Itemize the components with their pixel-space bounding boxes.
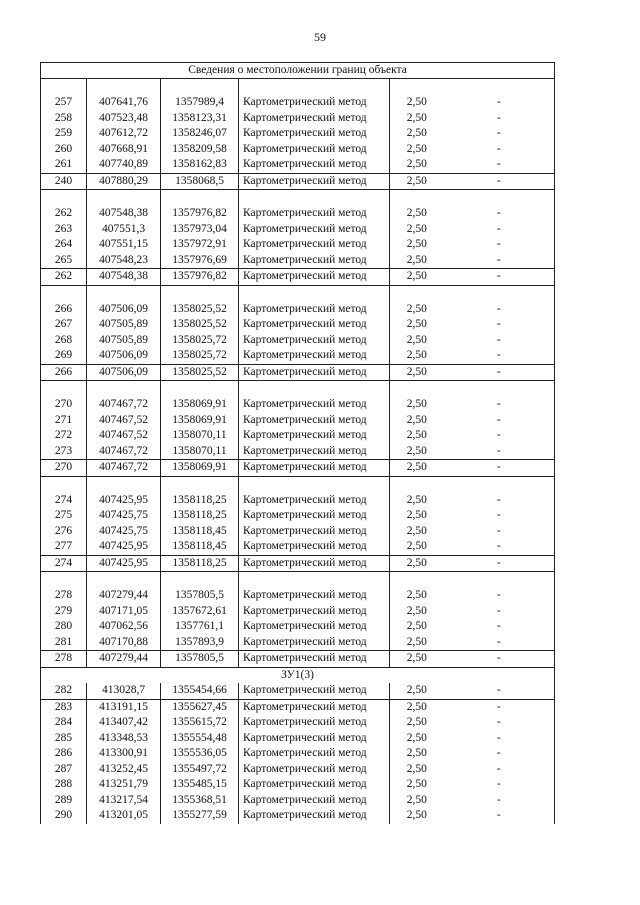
table-row — [41, 460, 555, 477]
note-cell: - — [444, 731, 555, 747]
point-number-cell: 280 — [41, 619, 87, 635]
point-number-cell: 263 — [41, 222, 87, 238]
coord-x-cell: 407170,88 — [87, 635, 161, 651]
coord-y-cell: 1358069,91 — [161, 413, 239, 429]
point-number-cell: 271 — [41, 413, 87, 429]
coord-y-cell: 1355277,59 — [161, 808, 239, 824]
accuracy-cell: 2,50 — [390, 715, 444, 731]
note-cell: - — [444, 762, 555, 778]
coord-x-cell: 407505,89 — [87, 317, 161, 333]
coord-y-cell: 1357761,1 — [161, 619, 239, 635]
coord-x-cell: 407467,72 — [87, 444, 161, 460]
point-number-cell: 270 — [41, 460, 87, 477]
point-number-cell: 262 — [41, 269, 87, 286]
coord-y-cell: 1358162,83 — [161, 157, 239, 173]
table-row — [41, 604, 555, 620]
method-cell: Картометрический метод — [239, 715, 390, 731]
accuracy-cell: 2,50 — [390, 111, 444, 127]
point-number-cell: 278 — [41, 588, 87, 604]
coord-y-cell: 1357989,4 — [161, 95, 239, 111]
coord-x-cell: 407062,56 — [87, 619, 161, 635]
table-row — [41, 683, 555, 699]
note-cell: - — [444, 237, 555, 253]
coord-x-cell: 407551,3 — [87, 222, 161, 238]
coord-x-cell: 407506,09 — [87, 364, 161, 381]
note-cell: - — [444, 397, 555, 413]
accuracy-cell: 2,50 — [390, 428, 444, 444]
accuracy-cell: 2,50 — [390, 762, 444, 778]
point-number-cell: 281 — [41, 635, 87, 651]
note-cell: - — [444, 95, 555, 111]
method-cell: Картометрический метод — [239, 364, 390, 381]
coord-x-cell: 413348,53 — [87, 731, 161, 747]
spacer-row — [41, 79, 555, 96]
table-row — [41, 253, 555, 269]
method-cell: Картометрический метод — [239, 157, 390, 173]
point-number-cell: 272 — [41, 428, 87, 444]
accuracy-cell: 2,50 — [390, 126, 444, 142]
coord-x-cell: 413251,79 — [87, 777, 161, 793]
accuracy-cell: 2,50 — [390, 206, 444, 222]
method-cell: Картометрический метод — [239, 317, 390, 333]
accuracy-cell: 2,50 — [390, 524, 444, 540]
note-cell: - — [444, 222, 555, 238]
point-number-cell: 262 — [41, 206, 87, 222]
note-cell: - — [444, 635, 555, 651]
spacer-row — [41, 190, 555, 207]
point-number-cell: 240 — [41, 173, 87, 190]
method-cell: Картометрический метод — [239, 508, 390, 524]
coord-y-cell: 1358069,91 — [161, 460, 239, 477]
table-row — [41, 793, 555, 809]
coord-x-cell: 407467,52 — [87, 413, 161, 429]
coord-x-cell: 407467,72 — [87, 460, 161, 477]
note-cell: - — [444, 460, 555, 477]
coord-y-cell: 1357672,61 — [161, 604, 239, 620]
note-cell: - — [444, 253, 555, 269]
method-cell: Картометрический метод — [239, 793, 390, 809]
accuracy-cell: 2,50 — [390, 444, 444, 460]
note-cell: - — [444, 206, 555, 222]
method-cell: Картометрический метод — [239, 269, 390, 286]
accuracy-cell: 2,50 — [390, 683, 444, 699]
table-row — [41, 237, 555, 253]
note-cell: - — [444, 715, 555, 731]
point-number-cell: 265 — [41, 253, 87, 269]
note-cell: - — [444, 269, 555, 286]
note-cell: - — [444, 699, 555, 715]
coord-x-cell: 407548,38 — [87, 269, 161, 286]
table-row — [41, 397, 555, 413]
note-cell: - — [444, 524, 555, 540]
coord-x-cell: 407612,72 — [87, 126, 161, 142]
note-cell: - — [444, 808, 555, 824]
method-cell: Картометрический метод — [239, 397, 390, 413]
method-cell: Картометрический метод — [239, 237, 390, 253]
point-number-cell: 285 — [41, 731, 87, 747]
accuracy-cell: 2,50 — [390, 619, 444, 635]
coord-y-cell: 1357805,5 — [161, 651, 239, 668]
note-cell: - — [444, 157, 555, 173]
accuracy-cell: 2,50 — [390, 142, 444, 158]
method-cell: Картометрический метод — [239, 731, 390, 747]
table-row — [41, 539, 555, 555]
spacer-row — [41, 381, 555, 398]
accuracy-cell: 2,50 — [390, 348, 444, 364]
table-row — [41, 715, 555, 731]
coord-x-cell: 413217,54 — [87, 793, 161, 809]
coord-x-cell: 407171,05 — [87, 604, 161, 620]
coord-x-cell: 407467,72 — [87, 397, 161, 413]
note-cell: - — [444, 493, 555, 509]
accuracy-cell: 2,50 — [390, 413, 444, 429]
accuracy-cell: 2,50 — [390, 173, 444, 190]
boundary-coordinates-table — [40, 62, 555, 824]
accuracy-cell: 2,50 — [390, 253, 444, 269]
accuracy-cell: 2,50 — [390, 508, 444, 524]
method-cell: Картометрический метод — [239, 348, 390, 364]
accuracy-cell: 2,50 — [390, 699, 444, 715]
coord-x-cell: 407641,76 — [87, 95, 161, 111]
table-row — [41, 588, 555, 604]
note-cell: - — [444, 302, 555, 318]
accuracy-cell: 2,50 — [390, 222, 444, 238]
table-row — [41, 493, 555, 509]
coord-y-cell: 1355554,48 — [161, 731, 239, 747]
method-cell: Картометрический метод — [239, 173, 390, 190]
note-cell: - — [444, 126, 555, 142]
table-row — [41, 428, 555, 444]
accuracy-cell: 2,50 — [390, 808, 444, 824]
accuracy-cell: 2,50 — [390, 237, 444, 253]
table-row — [41, 222, 555, 238]
table-row — [41, 651, 555, 668]
table-row — [41, 173, 555, 190]
coord-y-cell: 1358209,58 — [161, 142, 239, 158]
accuracy-cell: 2,50 — [390, 269, 444, 286]
coord-y-cell: 1358123,31 — [161, 111, 239, 127]
table-row — [41, 808, 555, 824]
table-row — [41, 635, 555, 651]
coord-x-cell: 407548,38 — [87, 206, 161, 222]
point-number-cell: 286 — [41, 746, 87, 762]
table-row — [41, 95, 555, 111]
coord-x-cell: 413201,05 — [87, 808, 161, 824]
coord-x-cell: 413300,91 — [87, 746, 161, 762]
coord-x-cell: 407740,89 — [87, 157, 161, 173]
coord-x-cell: 407523,48 — [87, 111, 161, 127]
accuracy-cell: 2,50 — [390, 493, 444, 509]
method-cell: Картометрический метод — [239, 619, 390, 635]
coord-x-cell: 407425,95 — [87, 539, 161, 555]
coord-y-cell: 1355485,15 — [161, 777, 239, 793]
accuracy-cell: 2,50 — [390, 460, 444, 477]
method-cell: Картометрический метод — [239, 460, 390, 477]
table-row — [41, 444, 555, 460]
accuracy-cell: 2,50 — [390, 333, 444, 349]
coord-x-cell: 407880,29 — [87, 173, 161, 190]
method-cell: Картометрический метод — [239, 762, 390, 778]
accuracy-cell: 2,50 — [390, 588, 444, 604]
note-cell: - — [444, 173, 555, 190]
coord-y-cell: 1357976,82 — [161, 206, 239, 222]
table-row — [41, 333, 555, 349]
note-cell: - — [444, 508, 555, 524]
point-number-cell: 258 — [41, 111, 87, 127]
coord-x-cell: 407279,44 — [87, 651, 161, 668]
table-row — [41, 746, 555, 762]
page-number: 59 — [314, 30, 326, 44]
method-cell: Картометрический метод — [239, 808, 390, 824]
coord-y-cell: 1358068,5 — [161, 173, 239, 190]
coord-x-cell: 407505,89 — [87, 333, 161, 349]
table-title-row — [41, 63, 555, 79]
note-cell: - — [444, 428, 555, 444]
note-cell: - — [444, 746, 555, 762]
coord-y-cell: 1357976,82 — [161, 269, 239, 286]
coord-y-cell: 1358070,11 — [161, 428, 239, 444]
note-cell: - — [444, 793, 555, 809]
point-number-cell: 260 — [41, 142, 87, 158]
table-row — [41, 364, 555, 381]
coord-x-cell: 407548,23 — [87, 253, 161, 269]
accuracy-cell: 2,50 — [390, 397, 444, 413]
point-number-cell: 268 — [41, 333, 87, 349]
note-cell: - — [444, 317, 555, 333]
point-number-cell: 275 — [41, 508, 87, 524]
coord-x-cell: 407506,09 — [87, 348, 161, 364]
note-cell: - — [444, 619, 555, 635]
method-cell: Картометрический метод — [239, 413, 390, 429]
coord-y-cell: 1355368,51 — [161, 793, 239, 809]
method-cell: Картометрический метод — [239, 444, 390, 460]
coord-x-cell: 407467,52 — [87, 428, 161, 444]
point-number-cell: 276 — [41, 524, 87, 540]
method-cell: Картометрический метод — [239, 539, 390, 555]
note-cell: - — [444, 588, 555, 604]
point-number-cell: 290 — [41, 808, 87, 824]
accuracy-cell: 2,50 — [390, 635, 444, 651]
method-cell: Картометрический метод — [239, 333, 390, 349]
table-row — [41, 508, 555, 524]
table-row — [41, 206, 555, 222]
coord-y-cell: 1357893,9 — [161, 635, 239, 651]
accuracy-cell: 2,50 — [390, 302, 444, 318]
point-number-cell: 261 — [41, 157, 87, 173]
table-row — [41, 762, 555, 778]
table-row — [41, 731, 555, 747]
accuracy-cell: 2,50 — [390, 777, 444, 793]
point-number-cell: 264 — [41, 237, 87, 253]
accuracy-cell: 2,50 — [390, 539, 444, 555]
table-row — [41, 317, 555, 333]
table-row — [41, 269, 555, 286]
accuracy-cell: 2,50 — [390, 317, 444, 333]
coord-x-cell: 407668,91 — [87, 142, 161, 158]
coord-y-cell: 1355627,45 — [161, 699, 239, 715]
coord-y-cell: 1358118,25 — [161, 508, 239, 524]
table-row — [41, 126, 555, 142]
coord-y-cell: 1358025,52 — [161, 364, 239, 381]
spacer-row — [41, 285, 555, 302]
note-cell: - — [444, 539, 555, 555]
coord-y-cell: 1355536,05 — [161, 746, 239, 762]
section-label-row — [41, 667, 555, 683]
method-cell: Картометрический метод — [239, 777, 390, 793]
note-cell: - — [444, 777, 555, 793]
table-row — [41, 348, 555, 364]
table-row — [41, 142, 555, 158]
spacer-row — [41, 476, 555, 493]
note-cell: - — [444, 555, 555, 572]
note-cell: - — [444, 111, 555, 127]
coord-y-cell: 1355615,72 — [161, 715, 239, 731]
note-cell: - — [444, 413, 555, 429]
note-cell: - — [444, 444, 555, 460]
method-cell: Картометрический метод — [239, 683, 390, 699]
coord-y-cell: 1358025,72 — [161, 348, 239, 364]
coord-x-cell: 413028,7 — [87, 683, 161, 699]
coord-y-cell: 1357973,04 — [161, 222, 239, 238]
point-number-cell: 259 — [41, 126, 87, 142]
note-cell: - — [444, 604, 555, 620]
coord-y-cell: 1355497,72 — [161, 762, 239, 778]
coord-x-cell: 407506,09 — [87, 302, 161, 318]
coord-y-cell: 1355454,66 — [161, 683, 239, 699]
method-cell: Картометрический метод — [239, 746, 390, 762]
method-cell: Картометрический метод — [239, 142, 390, 158]
point-number-cell: 277 — [41, 539, 87, 555]
coord-y-cell: 1357976,69 — [161, 253, 239, 269]
method-cell: Картометрический метод — [239, 111, 390, 127]
coord-y-cell: 1358025,52 — [161, 302, 239, 318]
point-number-cell: 273 — [41, 444, 87, 460]
coord-y-cell: 1358246,07 — [161, 126, 239, 142]
accuracy-cell: 2,50 — [390, 793, 444, 809]
coord-x-cell: 407551,15 — [87, 237, 161, 253]
note-cell: - — [444, 142, 555, 158]
point-number-cell: 279 — [41, 604, 87, 620]
coord-y-cell: 1357972,91 — [161, 237, 239, 253]
table-row — [41, 619, 555, 635]
note-cell: - — [444, 683, 555, 699]
point-number-cell: 287 — [41, 762, 87, 778]
method-cell: Картометрический метод — [239, 222, 390, 238]
method-cell: Картометрический метод — [239, 428, 390, 444]
point-number-cell: 274 — [41, 493, 87, 509]
coord-y-cell: 1358069,91 — [161, 397, 239, 413]
coord-x-cell: 407425,95 — [87, 493, 161, 509]
coord-y-cell: 1358118,45 — [161, 524, 239, 540]
point-number-cell: 278 — [41, 651, 87, 668]
method-cell: Картометрический метод — [239, 95, 390, 111]
coord-y-cell: 1358118,45 — [161, 539, 239, 555]
note-cell: - — [444, 651, 555, 668]
point-number-cell: 257 — [41, 95, 87, 111]
method-cell: Картометрический метод — [239, 206, 390, 222]
table-row — [41, 302, 555, 318]
point-number-cell: 269 — [41, 348, 87, 364]
method-cell: Картометрический метод — [239, 699, 390, 715]
point-number-cell: 266 — [41, 364, 87, 381]
accuracy-cell: 2,50 — [390, 364, 444, 381]
coord-x-cell: 407425,75 — [87, 508, 161, 524]
method-cell: Картометрический метод — [239, 253, 390, 269]
method-cell: Картометрический метод — [239, 635, 390, 651]
accuracy-cell: 2,50 — [390, 731, 444, 747]
coord-x-cell: 407425,95 — [87, 555, 161, 572]
coord-y-cell: 1358118,25 — [161, 493, 239, 509]
point-number-cell: 274 — [41, 555, 87, 572]
point-number-cell: 288 — [41, 777, 87, 793]
table-title: Сведения о местоположении границ объекта — [41, 63, 555, 79]
coord-x-cell: 413407,42 — [87, 715, 161, 731]
coord-x-cell: 407425,75 — [87, 524, 161, 540]
method-cell: Картометрический метод — [239, 302, 390, 318]
accuracy-cell: 2,50 — [390, 651, 444, 668]
coord-x-cell: 413252,45 — [87, 762, 161, 778]
accuracy-cell: 2,50 — [390, 95, 444, 111]
section-label: ЗУ1(3) — [41, 667, 555, 683]
point-number-cell: 283 — [41, 699, 87, 715]
method-cell: Картометрический метод — [239, 651, 390, 668]
method-cell: Картометрический метод — [239, 604, 390, 620]
point-number-cell: 284 — [41, 715, 87, 731]
point-number-cell: 282 — [41, 683, 87, 699]
table-row — [41, 111, 555, 127]
accuracy-cell: 2,50 — [390, 746, 444, 762]
accuracy-cell: 2,50 — [390, 157, 444, 173]
coord-y-cell: 1358118,25 — [161, 555, 239, 572]
coord-y-cell: 1358025,72 — [161, 333, 239, 349]
note-cell: - — [444, 348, 555, 364]
coord-x-cell: 413191,15 — [87, 699, 161, 715]
note-cell: - — [444, 364, 555, 381]
method-cell: Картометрический метод — [239, 555, 390, 572]
coord-y-cell: 1358025,52 — [161, 317, 239, 333]
method-cell: Картометрический метод — [239, 126, 390, 142]
point-number-cell: 267 — [41, 317, 87, 333]
method-cell: Картометрический метод — [239, 588, 390, 604]
table-row — [41, 524, 555, 540]
table-row — [41, 413, 555, 429]
note-cell: - — [444, 333, 555, 349]
accuracy-cell: 2,50 — [390, 604, 444, 620]
point-number-cell: 289 — [41, 793, 87, 809]
point-number-cell: 266 — [41, 302, 87, 318]
table-row — [41, 555, 555, 572]
coord-y-cell: 1358070,11 — [161, 444, 239, 460]
spacer-row — [41, 572, 555, 589]
coord-y-cell: 1357805,5 — [161, 588, 239, 604]
method-cell: Картометрический метод — [239, 524, 390, 540]
coord-x-cell: 407279,44 — [87, 588, 161, 604]
method-cell: Картометрический метод — [239, 493, 390, 509]
table-row — [41, 699, 555, 715]
point-number-cell: 270 — [41, 397, 87, 413]
accuracy-cell: 2,50 — [390, 555, 444, 572]
table-row — [41, 777, 555, 793]
table-row — [41, 157, 555, 173]
